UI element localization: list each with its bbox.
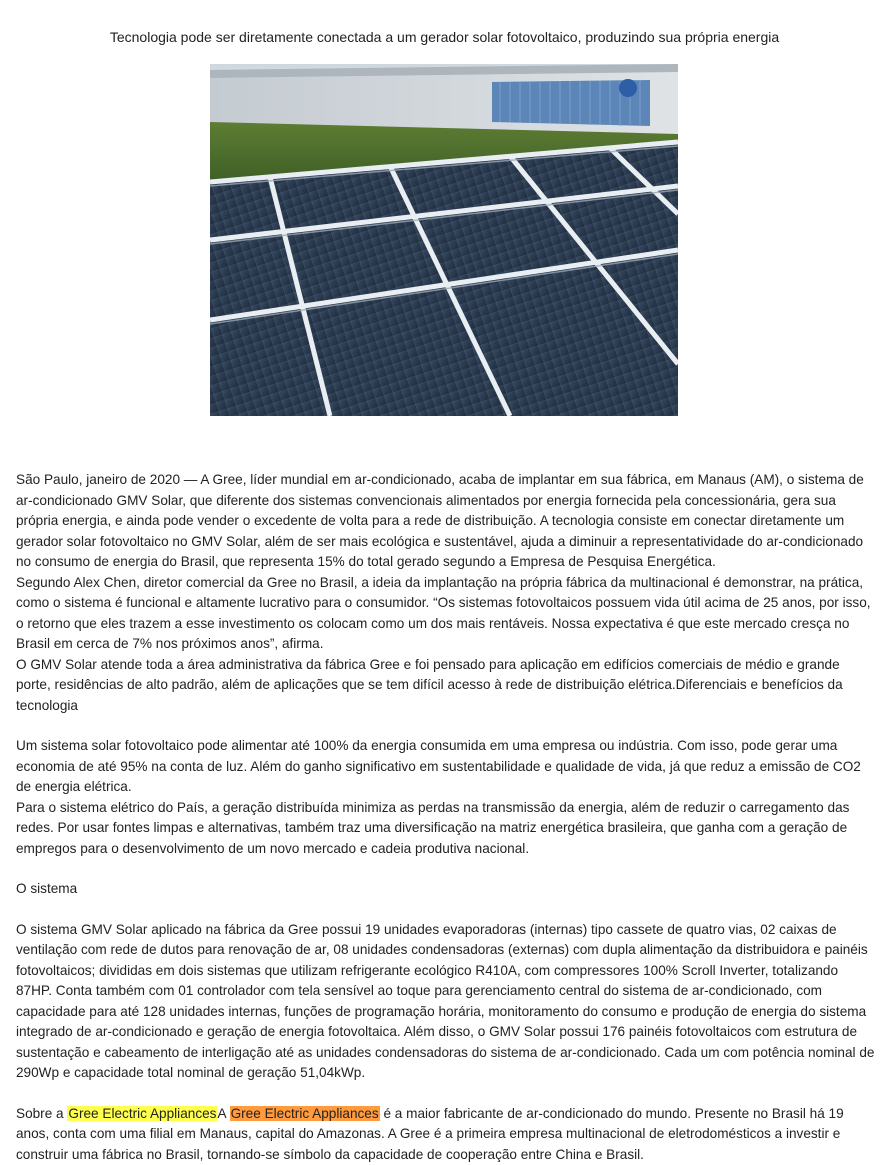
- paragraph-benefits: Um sistema solar fotovoltaico pode alimentar até 100% da energia consumida em uma empresa ou indústria. Com isso, pode gerar uma economia de até 95% na conta de luz. Além do ganho significativo em sustentabilidade e qualidade de vida, já que reduz a emissão de CO2 de energia elétrica.: [16, 736, 876, 798]
- paragraph-about-gree: [16, 1104, 876, 1165]
- spacer: [16, 716, 876, 736]
- highlight-gree-1[interactable]: Gree Electric Appliances: [67, 1106, 217, 1121]
- paragraph-gmv-solar: O GMV Solar atende toda a área administrativa da fábrica Gree e foi pensado para aplicação em edifícios comerciais de médio e grande porte, residências de alto padrão, além de aplicações que se tem difícil acesso à rede de distribuição elétrica.Diferenciais e benefícios da tecnologia: [16, 655, 876, 717]
- about-rest: é a maior fabricante de ar-condicionado do mundo. Presente no Brasil há 19 anos, conta com uma filial em Manaus, capital do Amazonas. A Gree é a primeira empresa multinacional de eletrodomésticos a investir e construir uma fábrica no Brasil, tornando-se símbolo da capacidade de cooperação entre China e Brasil.: [16, 1106, 844, 1162]
- section-heading: O sistema: [16, 879, 876, 900]
- spacer: [16, 900, 876, 920]
- image-caption: Tecnologia pode ser diretamente conectada a um gerador solar fotovoltaico, produzindo sua própria energia: [0, 27, 889, 47]
- article-body: [16, 470, 876, 1165]
- solar-panel-photo: [210, 64, 678, 416]
- solar-panel-icon: [210, 64, 678, 416]
- about-mid: A: [217, 1106, 229, 1121]
- spacer: [16, 859, 876, 879]
- spacer: [16, 1084, 876, 1104]
- about-prefix: Sobre a: [16, 1106, 67, 1121]
- paragraph-alex-chen: Segundo Alex Chen, diretor comercial da Gree no Brasil, a ideia da implantação na própria fábrica da multinacional é demonstrar, na prática, como o sistema é funcional e altamente lucrativo para o consumidor. “Os sistemas fotovoltaicos possuem vida útil acima de 25 anos, por isso, o retorno que eles trazem a esse investimento os colocam como um dos mais rentáveis. Nossa expectativa é que este mercado cresça no Brasil em cerca de 7% nos próximos anos”, afirma.: [16, 573, 876, 655]
- highlight-gree-2[interactable]: Gree Electric Appliances: [230, 1106, 380, 1121]
- paragraph-system-details: O sistema GMV Solar aplicado na fábrica da Gree possui 19 unidades evaporadoras (internas) tipo cassete de quatro vias, 02 caixas de ventilação com rede de dutos para renovação de ar, 08 unidades condensadoras (externas) com dupla alimentação da distribuidora e painéis fotovoltaicos; divididas em dois sistemas que utilizam refrigerante ecológico R410A, com compressores 100% Scroll Inverter, totalizando 87HP. Conta também com 01 controlador com tela sensível ao toque para gerenciamento central do sistema de ar-condicionado, com capacidade para até 128 unidades internas, funções de programação horária, monitoramento do consumo e produção de energia do sistema integrado de ar-condicionado e geração de energia fotovoltaica. Além disso, o GMV Solar possui 176 painéis fotovoltaicos com estrutura de sustentação e cabeamento de interligação até as unidades condensadoras do sistema de ar-condicionado. Cada um com potência nominal de 290Wp e capacidade total nominal de geração 51,04kWp.: [16, 920, 876, 1084]
- paragraph-intro: São Paulo, janeiro de 2020 — A Gree, líder mundial em ar-condicionado, acaba de implantar em sua fábrica, em Manaus (AM), o sistema de ar-condicionado GMV Solar, que diferente dos sistemas convencionais alimentados por energia fornecida pela concessionária, gera sua própria energia, e ainda pode vender o excedente de volta para a rede de distribuição. A tecnologia consiste em conectar diretamente um gerador solar fotovoltaico no GMV Solar, além de ser mais ecológica e sustentável, ajuda a diminuir a representatividade do ar-condicionado no consumo de energia do Brasil, que representa 15% do total gerado segundo a Empresa de Pesquisa Energética.: [16, 470, 876, 573]
- paragraph-electric-system: Para o sistema elétrico do País, a geração distribuída minimiza as perdas na transmissão da energia, além de reduzir o carregamento das redes. Por usar fontes limpas e alternativas, também traz uma diversificação na matriz energética brasileira, que ganha com a geração de empregos para o desenvolvimento de um novo mercado e cadeia produtiva nacional.: [16, 798, 876, 860]
